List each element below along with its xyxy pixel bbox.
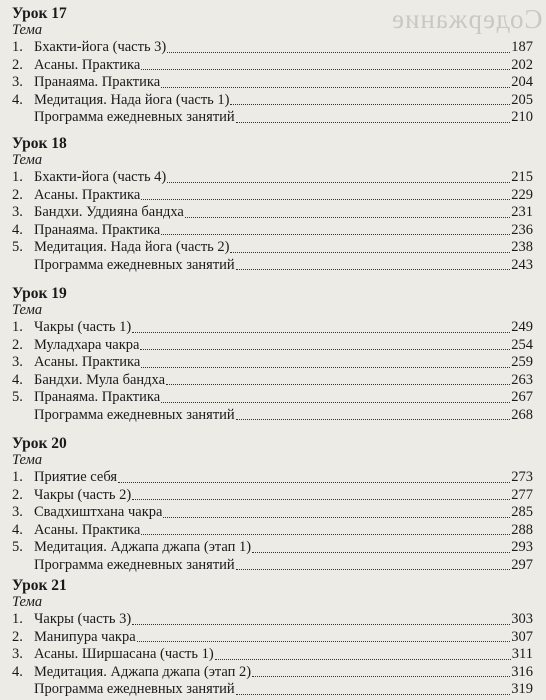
entry-title: Бхакти-йога (часть 4) [34, 169, 167, 185]
lesson-title: Урок 21 [12, 577, 67, 594]
entry-title: Программа ежедневных занятий [34, 109, 235, 125]
entry-page-number: 229 [511, 186, 533, 203]
lesson-title: Урок 20 [12, 435, 67, 452]
toc-entry[interactable] [12, 487, 533, 505]
entry-number: 5. [12, 539, 23, 555]
entry-number: 3. [12, 354, 23, 370]
entry-number: 1. [12, 319, 23, 335]
entry-title: Асаны. Практика [34, 186, 141, 203]
entry-title: Пранаяма. Практика [34, 389, 161, 405]
lesson-theme: Тема [12, 302, 43, 318]
toc-entry[interactable] [12, 469, 533, 487]
entry-number: 1. [12, 611, 23, 627]
entry-title: Асаны. Практика [34, 56, 141, 73]
toc-entry[interactable] [12, 664, 533, 682]
entry-title: Медитация. Нада йога (часть 1) [34, 91, 230, 108]
entry-page-number: 202 [511, 56, 533, 73]
lesson-theme: Тема [12, 22, 43, 38]
lesson-title: Урок 18 [12, 135, 67, 152]
dot-leader [161, 401, 510, 403]
lesson-title: Урок 17 [12, 5, 67, 22]
dot-leader [236, 693, 511, 695]
ghost-heading: Содержание [390, 4, 542, 34]
entry-page-number: 268 [511, 406, 533, 423]
dot-leader [167, 181, 510, 183]
entry-page-number: 316 [511, 663, 533, 680]
entry-number: 1. [12, 469, 23, 485]
dot-leader [132, 331, 510, 333]
toc-entry[interactable] [12, 257, 533, 275]
toc-entry[interactable] [12, 407, 533, 425]
dot-leader [236, 418, 511, 420]
toc-entry[interactable] [12, 354, 533, 372]
entry-number: 4. [12, 371, 23, 388]
entry-title: Пранаяма. Практика [34, 221, 161, 238]
entry-title: Медитация. Аджапа джапа (этап 1) [34, 539, 252, 555]
toc-entry[interactable] [12, 92, 533, 110]
dot-leader [163, 516, 510, 518]
toc-entry[interactable] [12, 39, 533, 57]
entry-title: Программа ежедневных занятий [34, 406, 235, 423]
lesson-theme: Тема [12, 452, 43, 468]
entry-title: Пранаяма. Практика [34, 74, 161, 90]
lesson-block [12, 4, 533, 127]
entry-number: 2. [12, 186, 23, 203]
entry-title: Свадхиштхана чакра [34, 504, 163, 520]
entry-page-number: 285 [511, 504, 533, 520]
entry-number: 1. [12, 39, 23, 55]
toc-entry[interactable] [12, 389, 533, 407]
toc-entry[interactable] [12, 74, 533, 92]
lesson-theme: Тема [12, 152, 43, 168]
dot-leader [161, 86, 510, 88]
entry-title: Чакры (часть 3) [34, 611, 132, 627]
entry-page-number: 249 [511, 319, 533, 335]
entry-title: Муладхара чакра [34, 336, 140, 353]
entry-page-number: 243 [511, 256, 533, 273]
entry-number: 4. [12, 663, 23, 680]
dot-leader [230, 251, 510, 253]
entry-page-number: 231 [511, 204, 533, 220]
entry-page-number: 297 [511, 556, 533, 573]
toc-entry[interactable] [12, 239, 533, 257]
dot-leader [166, 383, 510, 385]
entry-page-number: 293 [511, 539, 533, 555]
entry-title: Программа ежедневных занятий [34, 556, 235, 573]
entry-title: Манипура чакра [34, 628, 136, 645]
dot-leader [141, 68, 510, 70]
dot-leader [132, 623, 510, 625]
entry-page-number: 311 [511, 646, 533, 662]
entry-title: Бандхи. Уддияна бандха [34, 204, 184, 220]
dot-leader [167, 51, 510, 53]
entry-title: Медитация. Нада йога (часть 2) [34, 239, 230, 255]
entry-page-number: 319 [511, 681, 533, 697]
entry-page-number: 210 [511, 109, 533, 125]
entry-number: 2. [12, 628, 23, 645]
dot-leader [118, 481, 510, 483]
toc-entry[interactable] [12, 187, 533, 205]
dot-leader [137, 640, 511, 642]
dot-leader [215, 658, 511, 660]
entry-number: 3. [12, 204, 23, 220]
entry-page-number: 267 [511, 389, 533, 405]
dot-leader [185, 216, 510, 218]
entry-number: 4. [12, 91, 23, 108]
toc-entry[interactable] [12, 539, 533, 557]
entry-number: 5. [12, 239, 23, 255]
toc-entry[interactable] [12, 611, 533, 629]
entry-number: 2. [12, 56, 23, 73]
lesson-theme: Тема [12, 594, 43, 610]
entry-page-number: 215 [511, 169, 533, 185]
lesson-block [12, 134, 533, 274]
entry-page-number: 254 [511, 336, 533, 353]
toc-entry[interactable] [12, 337, 533, 355]
dot-leader [230, 103, 510, 105]
entry-number: 1. [12, 169, 23, 185]
entry-page-number: 273 [511, 469, 533, 485]
dot-leader [141, 533, 510, 535]
dot-leader [141, 366, 510, 368]
entry-number: 4. [12, 221, 23, 238]
lesson-title: Урок 19 [12, 285, 67, 302]
entry-title: Приятие себя [34, 469, 118, 485]
dot-leader [252, 675, 510, 677]
entry-page-number: 277 [511, 486, 533, 503]
entry-title: Программа ежедневных занятий [34, 256, 235, 273]
toc-entry[interactable] [12, 646, 533, 664]
entry-title: Асаны. Ширшасана (часть 1) [34, 646, 214, 662]
dot-leader [132, 498, 510, 500]
toc-entry[interactable] [12, 522, 533, 540]
toc-entry[interactable] [12, 557, 533, 575]
toc-entry[interactable] [12, 109, 533, 127]
entry-number: 2. [12, 336, 23, 353]
entry-number: 3. [12, 74, 23, 90]
entry-number: 5. [12, 389, 23, 405]
dot-leader [140, 348, 510, 350]
dot-leader [141, 198, 510, 200]
toc-entry[interactable] [12, 504, 533, 522]
entry-title: Медитация. Аджапа джапа (этап 2) [34, 663, 252, 680]
entry-page-number: 205 [511, 91, 533, 108]
entry-title: Чакры (часть 1) [34, 319, 132, 335]
dot-leader [236, 568, 511, 570]
entry-page-number: 259 [511, 354, 533, 370]
toc-entry[interactable] [12, 319, 533, 337]
toc-entry[interactable] [12, 204, 533, 222]
lesson-block [12, 576, 533, 699]
entry-page-number: 187 [511, 39, 533, 55]
toc-entry[interactable] [12, 681, 533, 699]
entry-page-number: 204 [511, 74, 533, 90]
entry-title: Асаны. Практика [34, 354, 141, 370]
lesson-block [12, 284, 533, 424]
dot-leader [161, 233, 510, 235]
entry-number: 3. [12, 504, 23, 520]
lesson-block [12, 434, 533, 574]
entry-page-number: 307 [511, 628, 533, 645]
toc-entry[interactable] [12, 629, 533, 647]
toc-entry[interactable] [12, 57, 533, 75]
entry-number: 4. [12, 521, 23, 538]
toc-entry[interactable] [12, 169, 533, 187]
toc-entry[interactable] [12, 222, 533, 240]
dot-leader [236, 121, 511, 123]
entry-page-number: 263 [511, 371, 533, 388]
entry-title: Бандхи. Мула бандха [34, 371, 166, 388]
dot-leader [236, 268, 511, 270]
entry-title: Программа ежедневных занятий [34, 681, 235, 697]
entry-number: 3. [12, 646, 23, 662]
toc-entry[interactable] [12, 372, 533, 390]
entry-title: Чакры (часть 2) [34, 486, 132, 503]
entry-page-number: 238 [511, 239, 533, 255]
entry-page-number: 288 [511, 521, 533, 538]
entry-number: 2. [12, 486, 23, 503]
entry-title: Асаны. Практика [34, 521, 141, 538]
entry-title: Бхакти-йога (часть 3) [34, 39, 167, 55]
dot-leader [252, 551, 510, 553]
entry-page-number: 236 [511, 221, 533, 238]
entry-page-number: 303 [511, 611, 533, 627]
